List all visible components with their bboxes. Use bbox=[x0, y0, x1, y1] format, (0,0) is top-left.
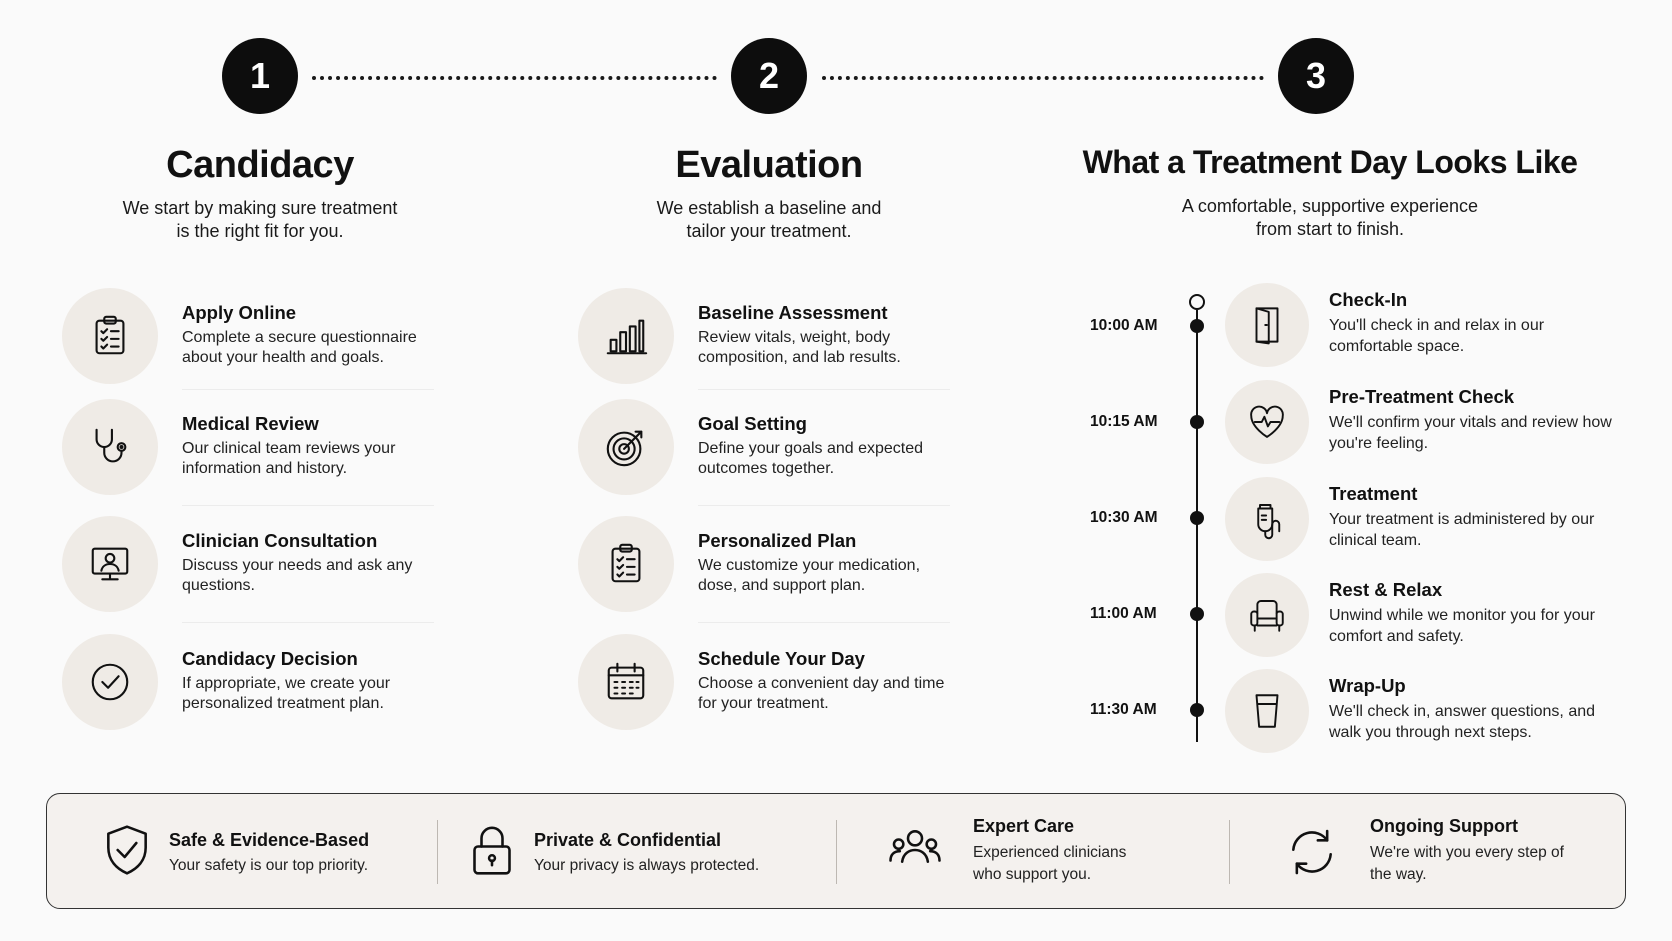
trust-item-title: Safe & Evidence-Based bbox=[169, 830, 370, 850]
evaluation-item-title: Baseline Assessment bbox=[698, 302, 888, 323]
treatment-day-subtitle-line-1: A comfortable, supportive experience bbox=[1181, 196, 1479, 216]
candidacy-item-bubble bbox=[62, 288, 158, 384]
candidacy-item-title: Candidacy Decision bbox=[182, 648, 358, 669]
divider bbox=[182, 622, 434, 623]
step-1-circle: 1 bbox=[222, 38, 298, 114]
evaluation-item-title: Schedule Your Day bbox=[698, 648, 865, 669]
candidacy-subtitle-line-1: We start by making sure treatment bbox=[122, 198, 398, 218]
step-3-circle: 3 bbox=[1278, 38, 1354, 114]
heart-pulse-icon bbox=[1246, 401, 1288, 443]
timeline-item-description: Unwind while we monitor you for your comfort and safety. bbox=[1329, 607, 1595, 645]
door-icon bbox=[1246, 304, 1288, 346]
armchair-icon bbox=[1246, 594, 1288, 636]
candidacy-item-description: Complete a secure questionnaire about your health and goals. bbox=[182, 329, 417, 366]
trust-item-title: Private & Confidential bbox=[534, 830, 722, 850]
trust-bar bbox=[46, 793, 1626, 909]
water-glass-icon bbox=[1246, 690, 1288, 732]
trust-item-safe bbox=[47, 794, 437, 910]
trust-item-title: Expert Care bbox=[973, 816, 1075, 836]
trust-item-expert-care bbox=[837, 794, 1229, 910]
shield-check-icon bbox=[99, 822, 155, 878]
candidacy-item-clinician-consultation bbox=[62, 516, 462, 616]
trust-item-private bbox=[438, 794, 836, 910]
evaluation-item-personalized-plan bbox=[578, 516, 978, 616]
timeline-dot bbox=[1190, 607, 1204, 621]
timeline-item-rest-relax bbox=[1225, 573, 1655, 663]
evaluation-subtitle bbox=[569, 197, 969, 243]
timeline-item-bubble bbox=[1225, 669, 1309, 753]
timeline-item-treatment bbox=[1225, 477, 1655, 567]
evaluation-item-description: We customize your medication, dose, and support plan. bbox=[698, 557, 921, 594]
timeline-dot bbox=[1190, 415, 1204, 429]
evaluation-subtitle-line-2: tailor your treatment. bbox=[686, 221, 852, 241]
bar-chart-icon bbox=[603, 313, 649, 359]
evaluation-item-baseline-assessment bbox=[578, 288, 978, 388]
video-consultation-icon bbox=[87, 541, 133, 587]
timeline-item-bubble bbox=[1225, 477, 1309, 561]
treatment-day-title: What a Treatment Day Looks Like bbox=[1082, 144, 1578, 180]
stethoscope-icon bbox=[87, 424, 133, 470]
candidacy-subtitle bbox=[60, 197, 460, 243]
timeline-item-title: Wrap-Up bbox=[1329, 675, 1406, 696]
step-connector-2 bbox=[822, 76, 1264, 80]
divider bbox=[698, 505, 950, 506]
clipboard-plan-icon bbox=[603, 541, 649, 587]
clipboard-checklist-icon bbox=[87, 313, 133, 359]
candidacy-item-candidacy-decision bbox=[62, 634, 462, 734]
candidacy-title: Candidacy bbox=[166, 144, 354, 186]
timeline-time: 11:30 AM bbox=[1090, 701, 1157, 718]
candidacy-item-bubble bbox=[62, 634, 158, 730]
people-group-icon bbox=[887, 822, 943, 878]
candidacy-item-title: Apply Online bbox=[182, 302, 297, 323]
timeline-item-bubble bbox=[1225, 283, 1309, 367]
evaluation-item-title: Personalized Plan bbox=[698, 530, 857, 551]
timeline-item-description: You'll check in and relax in our comfortable space. bbox=[1329, 317, 1545, 355]
trust-item-description: We're with you every step of the way. bbox=[1370, 844, 1564, 883]
timeline-item-title: Rest & Relax bbox=[1329, 579, 1443, 600]
candidacy-item-title: Clinician Consultation bbox=[182, 530, 378, 551]
timeline-item-title: Treatment bbox=[1329, 483, 1418, 504]
checkmark-circle-icon bbox=[87, 659, 133, 705]
timeline-item-title: Check-In bbox=[1329, 289, 1408, 310]
candidacy-item-title: Medical Review bbox=[182, 413, 319, 434]
divider bbox=[698, 389, 950, 390]
timeline-start-marker bbox=[1189, 294, 1205, 310]
iv-bag-icon bbox=[1246, 498, 1288, 540]
timeline-time: 11:00 AM bbox=[1090, 605, 1157, 622]
candidacy-item-medical-review bbox=[62, 399, 462, 499]
step-2-circle: 2 bbox=[731, 38, 807, 114]
trust-item-description: Experienced clinicians who support you. bbox=[973, 844, 1127, 883]
divider bbox=[182, 389, 434, 390]
divider bbox=[182, 505, 434, 506]
calendar-icon bbox=[603, 659, 649, 705]
timeline-item-pre-treatment-check bbox=[1225, 380, 1655, 470]
evaluation-item-title: Goal Setting bbox=[698, 413, 807, 434]
timeline-dot bbox=[1190, 703, 1204, 717]
candidacy-item-description: If appropriate, we create your personalized treatment plan. bbox=[182, 675, 391, 712]
evaluation-item-bubble bbox=[578, 288, 674, 384]
timeline-dot bbox=[1190, 319, 1204, 333]
timeline-line bbox=[1196, 310, 1198, 742]
evaluation-item-bubble bbox=[578, 634, 674, 730]
timeline-time: 10:30 AM bbox=[1090, 509, 1158, 526]
timeline-item-description: We'll confirm your vitals and review how you're feeling. bbox=[1329, 414, 1612, 452]
timeline-time: 10:15 AM bbox=[1090, 413, 1158, 430]
target-icon bbox=[603, 424, 649, 470]
timeline-item-wrap-up bbox=[1225, 669, 1655, 759]
evaluation-item-description: Define your goals and expected outcomes together. bbox=[698, 440, 924, 477]
timeline-item-description: Your treatment is administered by our clinical team. bbox=[1329, 511, 1595, 549]
padlock-icon bbox=[464, 822, 520, 878]
candidacy-item-bubble bbox=[62, 516, 158, 612]
evaluation-subtitle-line-1: We establish a baseline and bbox=[656, 198, 882, 218]
treatment-day-subtitle-line-2: from start to finish. bbox=[1255, 219, 1405, 239]
divider bbox=[698, 622, 950, 623]
refresh-cycle-icon bbox=[1284, 824, 1340, 880]
timeline-item-bubble bbox=[1225, 380, 1309, 464]
timeline-dot bbox=[1190, 511, 1204, 525]
trust-item-description: Your safety is our top priority. bbox=[169, 857, 369, 874]
step-connector-1 bbox=[312, 76, 717, 80]
evaluation-item-bubble bbox=[578, 516, 674, 612]
timeline-item-description: We'll check in, answer questions, and walk you through next steps. bbox=[1329, 703, 1596, 741]
evaluation-item-description: Review vitals, weight, body composition, and lab results. bbox=[698, 329, 901, 366]
evaluation-item-description: Choose a convenient day and time for your treatment. bbox=[698, 675, 945, 712]
trust-item-ongoing-support bbox=[1230, 794, 1625, 910]
evaluation-item-goal-setting bbox=[578, 399, 978, 499]
treatment-day-subtitle bbox=[1110, 195, 1550, 241]
evaluation-item-schedule-your-day bbox=[578, 634, 978, 734]
timeline-item-bubble bbox=[1225, 573, 1309, 657]
timeline-time: 10:00 AM bbox=[1090, 317, 1158, 334]
trust-item-title: Ongoing Support bbox=[1370, 816, 1518, 836]
candidacy-item-apply-online bbox=[62, 288, 462, 388]
timeline-item-title: Pre-Treatment Check bbox=[1329, 386, 1515, 407]
trust-item-description: Your privacy is always protected. bbox=[534, 857, 760, 874]
candidacy-item-bubble bbox=[62, 399, 158, 495]
candidacy-item-description: Our clinical team reviews your information and history. bbox=[182, 440, 396, 477]
evaluation-title: Evaluation bbox=[675, 144, 863, 186]
candidacy-subtitle-line-2: is the right fit for you. bbox=[176, 221, 344, 241]
timeline-item-check-in bbox=[1225, 283, 1655, 373]
evaluation-item-bubble bbox=[578, 399, 674, 495]
candidacy-item-description: Discuss your needs and ask any questions. bbox=[182, 557, 413, 594]
